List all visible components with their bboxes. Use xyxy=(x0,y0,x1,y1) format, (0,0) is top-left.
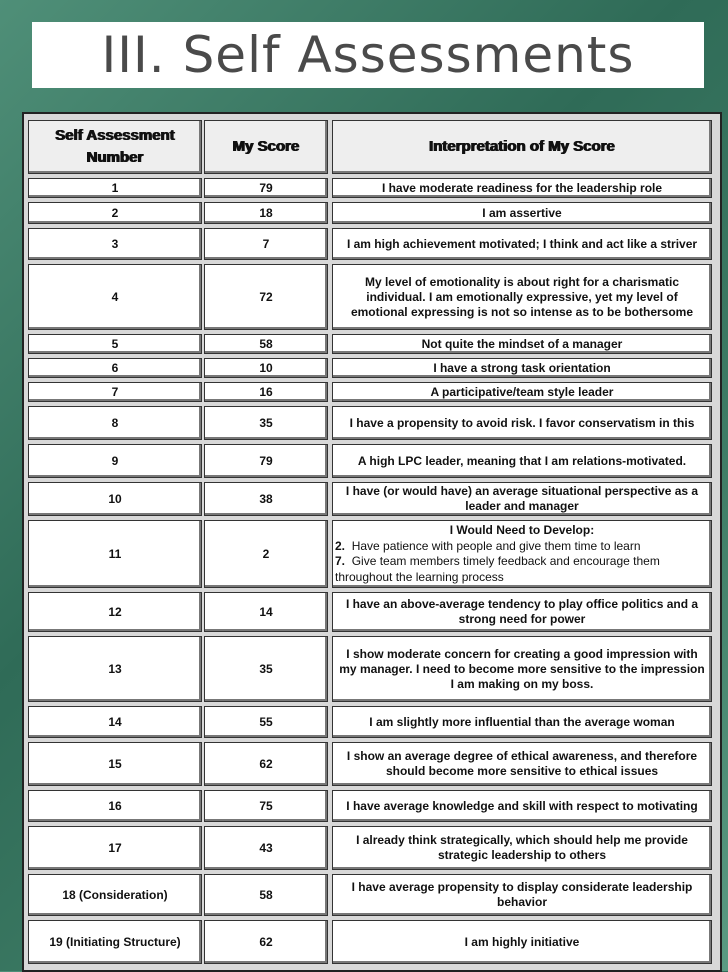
row-interpretation: I have an above-average tendency to play office politics and a strong need for power xyxy=(332,592,712,632)
row-interpretation: I have a strong task orientation xyxy=(332,358,712,378)
row-score: 62 xyxy=(204,742,328,786)
develop-item-number: 2. xyxy=(335,538,346,553)
assessment-table xyxy=(22,112,722,972)
row-score: 10 xyxy=(204,358,328,378)
row-interpretation: I have a propensity to avoid risk. I favor conservatism in this xyxy=(332,406,712,440)
row-interpretation: I have moderate readiness for the leadership role xyxy=(332,178,712,198)
row-score: 62 xyxy=(204,920,328,964)
row-number: 10 xyxy=(28,482,202,516)
row-number: 17 xyxy=(28,826,202,870)
row-interpretation: I am assertive xyxy=(332,202,712,224)
row-number: 7 xyxy=(28,382,202,402)
row-score: 43 xyxy=(204,826,328,870)
row-number: 8 xyxy=(28,406,202,440)
develop-item-text: Have patience with people and give them time to learn xyxy=(351,538,641,553)
row-interpretation: My level of emotionality is about right for a charismatic individual. I am emotionally expressive, yet my level of emotional expressing is not so intense as to be bothersome xyxy=(332,264,712,330)
row-score: 38 xyxy=(204,482,328,516)
row-interpretation: I have (or would have) an average situational perspective as a leader and manager xyxy=(332,482,712,516)
row-score: 2 xyxy=(204,520,328,588)
row-score: 18 xyxy=(204,202,328,224)
row-interpretation: Not quite the mindset of a manager xyxy=(332,334,712,354)
row-score: 35 xyxy=(204,636,328,702)
row-number: 12 xyxy=(28,592,202,632)
row-interpretation: I am slightly more influential than the average woman xyxy=(332,706,712,738)
row-interpretation: A participative/team style leader xyxy=(332,382,712,402)
row-number: 16 xyxy=(28,790,202,822)
row-score: 7 xyxy=(204,228,328,260)
row-interpretation: I am high achievement motivated; I think and act like a striver xyxy=(332,228,712,260)
row-score: 55 xyxy=(204,706,328,738)
row-interpretation: I have average propensity to display considerate leadership behavior xyxy=(332,874,712,916)
header-interpretation: Interpretation of My Score xyxy=(332,120,712,174)
row-number: 18 (Consideration) xyxy=(28,874,202,916)
row-score: 75 xyxy=(204,790,328,822)
row-interpretation: I show moderate concern for creating a good impression with my manager. I need to become more sensitive to the impression I am making on my boss. xyxy=(332,636,712,702)
row-interpretation: I am highly initiative xyxy=(332,920,712,964)
row-number: 2 xyxy=(28,202,202,224)
header-number: Self Assessment Number xyxy=(28,120,202,174)
row-score: 79 xyxy=(204,178,328,198)
develop-item-number: 7. xyxy=(335,554,346,568)
row-score: 58 xyxy=(204,874,328,916)
row-number: 9 xyxy=(28,444,202,478)
row-number: 1 xyxy=(28,178,202,198)
header-score: My Score xyxy=(204,120,328,174)
row-number: 5 xyxy=(28,334,202,354)
row-number: 13 xyxy=(28,636,202,702)
row-number: 3 xyxy=(28,228,202,260)
row-number: 15 xyxy=(28,742,202,786)
develop-item xyxy=(335,554,709,585)
row-interpretation: I have average knowledge and skill with respect to motivating xyxy=(332,790,712,822)
row-number: 19 (Initiating Structure) xyxy=(28,920,202,964)
row-score: 16 xyxy=(204,382,328,402)
row-interpretation: I already think strategically, which should help me provide strategic leadership to others xyxy=(332,826,712,870)
row-interpretation-develop xyxy=(332,520,712,588)
row-score: 14 xyxy=(204,592,328,632)
row-number: 4 xyxy=(28,264,202,330)
row-interpretation: I show an average degree of ethical awareness, and therefore should become more sensitive to ethical issues xyxy=(332,742,712,786)
row-number: 11 xyxy=(28,520,202,588)
develop-heading: I Would Need to Develop: xyxy=(449,523,595,537)
row-number: 14 xyxy=(28,706,202,738)
develop-item xyxy=(335,539,709,555)
row-score: 35 xyxy=(204,406,328,440)
title-box xyxy=(32,22,704,88)
develop-item-text: Give team members timely feedback and encourage them throughout the learning process xyxy=(335,554,660,584)
row-score: 58 xyxy=(204,334,328,354)
row-number: 6 xyxy=(28,358,202,378)
row-interpretation: A high LPC leader, meaning that I am relations-motivated. xyxy=(332,444,712,478)
slide-title: III. Self Assessments xyxy=(101,26,635,84)
row-score: 72 xyxy=(204,264,328,330)
row-score: 79 xyxy=(204,444,328,478)
